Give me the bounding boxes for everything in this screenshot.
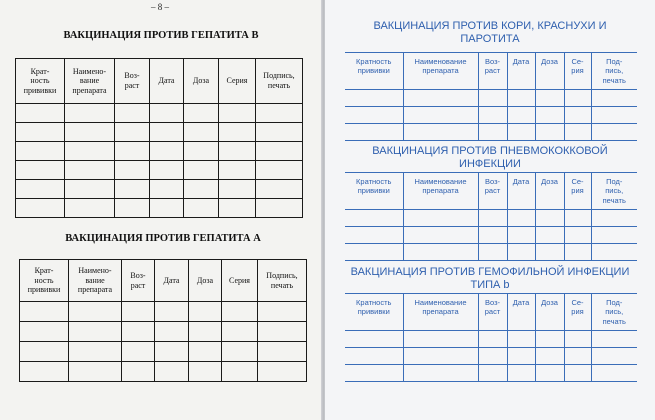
- table-cell: [16, 180, 65, 199]
- table-cell: [345, 90, 403, 107]
- table-row: [345, 90, 637, 107]
- table-cell: [478, 331, 507, 348]
- table-cell: [591, 348, 637, 365]
- table-cell: [150, 199, 184, 218]
- table-cell: [507, 124, 535, 141]
- table-cell: [403, 210, 478, 227]
- table-cell: [65, 123, 115, 142]
- table-row: [345, 244, 637, 261]
- table-cell: [150, 161, 184, 180]
- column-header: Доза: [535, 294, 564, 331]
- table-cell: [155, 342, 189, 362]
- column-header: Под- пись, печать: [591, 53, 637, 90]
- table-cell: [535, 107, 564, 124]
- column-header: Доза: [184, 59, 219, 104]
- table-cell: [345, 365, 403, 382]
- table-cell: [258, 322, 307, 342]
- column-header: Дата: [507, 294, 535, 331]
- column-header: Подпись, печать: [258, 260, 307, 302]
- table-row: [20, 322, 307, 342]
- table-cell: [564, 210, 591, 227]
- table-cell: [591, 331, 637, 348]
- table-cell: [20, 362, 69, 382]
- table-row: [345, 124, 637, 141]
- table-cell: [256, 123, 303, 142]
- table-cell: [150, 104, 184, 123]
- column-header: Наименование препарата: [403, 173, 478, 210]
- left-page: [0, 0, 322, 420]
- table-cell: [184, 104, 219, 123]
- table-cell: [20, 342, 69, 362]
- table-cell: [403, 331, 478, 348]
- table-cell: [478, 227, 507, 244]
- table-cell: [184, 142, 219, 161]
- column-header: Крат- ность прививки: [20, 260, 69, 302]
- table-cell: [219, 104, 256, 123]
- pneumococcal-title: ВАКЦИНАЦИЯ ПРОТИВ ПНЕВМОКОККОВОЙ ИНФЕКЦИИ: [372, 145, 608, 170]
- column-header: Дата: [155, 260, 189, 302]
- table-cell: [535, 124, 564, 141]
- table-cell: [65, 180, 115, 199]
- table-cell: [507, 365, 535, 382]
- table-cell: [69, 322, 122, 342]
- table-cell: [256, 199, 303, 218]
- table-cell: [591, 227, 637, 244]
- table-cell: [478, 90, 507, 107]
- table-cell: [65, 104, 115, 123]
- table-cell: [189, 302, 222, 322]
- table-row: [16, 142, 303, 161]
- table-cell: [403, 90, 478, 107]
- table-row: [16, 161, 303, 180]
- table-cell: [222, 322, 258, 342]
- table-cell: [591, 244, 637, 261]
- table-cell: [16, 123, 65, 142]
- table-cell: [345, 210, 403, 227]
- table-cell: [184, 180, 219, 199]
- table-cell: [150, 180, 184, 199]
- table-cell: [219, 161, 256, 180]
- table-cell: [507, 210, 535, 227]
- table-cell: [155, 302, 189, 322]
- column-header: Се- рия: [564, 53, 591, 90]
- table-row: [16, 123, 303, 142]
- column-header: Дата: [507, 53, 535, 90]
- table-cell: [219, 123, 256, 142]
- table-row: [16, 199, 303, 218]
- table-cell: [345, 348, 403, 365]
- table-cell: [150, 142, 184, 161]
- table-cell: [115, 199, 150, 218]
- table-cell: [403, 107, 478, 124]
- table-cell: [65, 199, 115, 218]
- column-header: Дата: [507, 173, 535, 210]
- table-row: [20, 342, 307, 362]
- column-header: Наименование препарата: [403, 294, 478, 331]
- header-row: [345, 53, 637, 90]
- table-cell: [256, 180, 303, 199]
- table-cell: [345, 331, 403, 348]
- table-cell: [564, 365, 591, 382]
- column-header: Наимено- вание препарата: [65, 59, 115, 104]
- hepatitis-a-title: ВАКЦИНАЦИЯ ПРОТИВ ГЕПАТИТА А: [65, 233, 261, 244]
- table-cell: [591, 124, 637, 141]
- table-cell: [478, 365, 507, 382]
- table-cell: [219, 142, 256, 161]
- table-cell: [20, 302, 69, 322]
- column-header: Под- пись, печать: [591, 173, 637, 210]
- hepatitis-b-title: ВАКЦИНАЦИЯ ПРОТИВ ГЕПАТИТА B: [63, 30, 259, 41]
- table-cell: [122, 362, 155, 382]
- table-cell: [535, 227, 564, 244]
- table-row: [16, 180, 303, 199]
- table-cell: [507, 90, 535, 107]
- hepatitis-b-table: [15, 58, 303, 218]
- table-cell: [65, 161, 115, 180]
- table-cell: [189, 322, 222, 342]
- table-cell: [115, 180, 150, 199]
- page-number: – 8 –: [151, 2, 169, 12]
- table-cell: [535, 90, 564, 107]
- column-header: Кратность прививки: [345, 294, 403, 331]
- table-cell: [222, 302, 258, 322]
- header-row: [345, 294, 637, 331]
- table-cell: [115, 142, 150, 161]
- table-cell: [155, 362, 189, 382]
- table-cell: [403, 365, 478, 382]
- table-cell: [478, 348, 507, 365]
- measles-title: ВАКЦИНАЦИЯ ПРОТИВ КОРИ, КРАСНУХИ И ПАРОТИТА: [373, 20, 607, 45]
- table-row: [345, 348, 637, 365]
- table-cell: [115, 161, 150, 180]
- column-header: Наименование препарата: [403, 53, 478, 90]
- table-row: [345, 107, 637, 124]
- table-cell: [16, 104, 65, 123]
- table-cell: [65, 142, 115, 161]
- column-header: Дата: [150, 59, 184, 104]
- header-row: [16, 59, 303, 104]
- table-row: [345, 365, 637, 382]
- table-cell: [219, 180, 256, 199]
- column-header: Воз- раст: [115, 59, 150, 104]
- table-cell: [564, 124, 591, 141]
- table-cell: [16, 161, 65, 180]
- table-cell: [535, 331, 564, 348]
- column-header: Под- пись, печать: [591, 294, 637, 331]
- column-header: Се- рия: [564, 173, 591, 210]
- column-header: Воз- раст: [478, 294, 507, 331]
- table-cell: [122, 322, 155, 342]
- table-cell: [535, 348, 564, 365]
- column-header: Воз- раст: [122, 260, 155, 302]
- table-cell: [591, 90, 637, 107]
- table-cell: [535, 365, 564, 382]
- table-cell: [507, 244, 535, 261]
- table-cell: [478, 124, 507, 141]
- table-cell: [564, 244, 591, 261]
- column-header: Серия: [219, 59, 256, 104]
- table-cell: [115, 104, 150, 123]
- column-header: Серия: [222, 260, 258, 302]
- table-cell: [345, 107, 403, 124]
- table-cell: [122, 302, 155, 322]
- table-cell: [591, 365, 637, 382]
- column-header: Доза: [189, 260, 222, 302]
- table-cell: [345, 244, 403, 261]
- table-cell: [403, 244, 478, 261]
- hib-table: [345, 293, 637, 382]
- table-cell: [222, 342, 258, 362]
- table-cell: [155, 322, 189, 342]
- column-header: Крат- ность прививки: [16, 59, 65, 104]
- column-header: Кратность прививки: [345, 53, 403, 90]
- table-cell: [345, 124, 403, 141]
- table-cell: [535, 210, 564, 227]
- pneumococcal-table: [345, 172, 637, 261]
- column-header: Воз- раст: [478, 53, 507, 90]
- table-cell: [258, 342, 307, 362]
- table-cell: [403, 348, 478, 365]
- header-row: [20, 260, 307, 302]
- table-cell: [256, 161, 303, 180]
- table-cell: [478, 210, 507, 227]
- header-row: [345, 173, 637, 210]
- table-cell: [258, 302, 307, 322]
- table-cell: [256, 104, 303, 123]
- table-cell: [564, 331, 591, 348]
- table-cell: [564, 107, 591, 124]
- right-page: [325, 0, 655, 420]
- table-cell: [184, 123, 219, 142]
- table-cell: [478, 244, 507, 261]
- table-cell: [564, 90, 591, 107]
- table-cell: [403, 124, 478, 141]
- table-cell: [591, 210, 637, 227]
- table-cell: [189, 342, 222, 362]
- column-header: Доза: [535, 53, 564, 90]
- table-cell: [184, 199, 219, 218]
- table-row: [20, 302, 307, 322]
- column-header: Се- рия: [564, 294, 591, 331]
- table-cell: [345, 227, 403, 244]
- table-cell: [507, 227, 535, 244]
- table-row: [345, 227, 637, 244]
- measles-table: [345, 52, 637, 141]
- table-cell: [69, 342, 122, 362]
- table-cell: [69, 362, 122, 382]
- table-cell: [507, 107, 535, 124]
- table-cell: [20, 322, 69, 342]
- table-cell: [219, 199, 256, 218]
- table-cell: [258, 362, 307, 382]
- table-cell: [256, 142, 303, 161]
- column-header: Доза: [535, 173, 564, 210]
- table-cell: [564, 348, 591, 365]
- table-row: [345, 331, 637, 348]
- table-cell: [403, 227, 478, 244]
- table-cell: [222, 362, 258, 382]
- table-cell: [507, 331, 535, 348]
- column-header: Воз- раст: [478, 173, 507, 210]
- table-cell: [184, 161, 219, 180]
- table-cell: [122, 342, 155, 362]
- table-cell: [189, 362, 222, 382]
- table-cell: [115, 123, 150, 142]
- table-cell: [507, 348, 535, 365]
- table-cell: [535, 244, 564, 261]
- hepatitis-a-table: [19, 259, 307, 382]
- table-row: [345, 210, 637, 227]
- table-cell: [16, 142, 65, 161]
- hib-title: ВАКЦИНАЦИЯ ПРОТИВ ГЕМОФИЛЬНОЙ ИНФЕКЦИИ ТИПА b: [350, 266, 630, 291]
- table-cell: [564, 227, 591, 244]
- column-header: Кратность прививки: [345, 173, 403, 210]
- column-header: Подпись, печать: [256, 59, 303, 104]
- table-cell: [591, 107, 637, 124]
- column-header: Наимено- вание препарата: [69, 260, 122, 302]
- table-row: [16, 104, 303, 123]
- table-cell: [150, 123, 184, 142]
- table-row: [20, 362, 307, 382]
- table-cell: [478, 107, 507, 124]
- table-cell: [16, 199, 65, 218]
- table-cell: [69, 302, 122, 322]
